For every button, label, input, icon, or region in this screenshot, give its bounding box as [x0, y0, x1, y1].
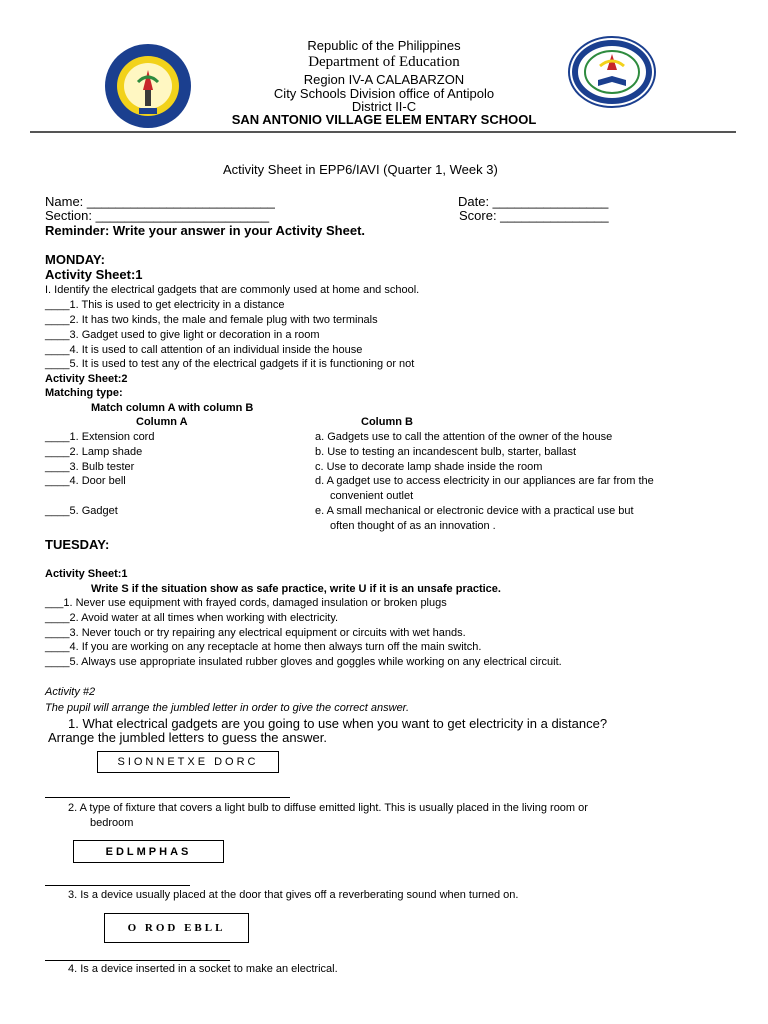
sheet-title: Activity Sheet in EPP6/IAVI (Quarter 1, Week 3) [223, 162, 498, 177]
header-divider [30, 131, 736, 133]
list-item: ____3. Never touch or try repairing any electrical equipment or circuits with wet hands. [45, 627, 466, 639]
score-field: Score: _______________ [459, 208, 609, 223]
header-region: Region IV-A CALABARZON [303, 72, 465, 87]
question-3: 3. Is a device usually placed at the door that gives off a reverberating sound when turned on. [68, 889, 519, 901]
tuesday-heading: TUESDAY: [45, 537, 110, 552]
column-a-item: ____4. Door bell [45, 475, 126, 487]
answer-line-1[interactable] [45, 797, 290, 798]
monday-sheet2-title: Activity Sheet:2 [45, 373, 128, 385]
header-district: District II-C [351, 99, 417, 114]
header-department: Department of Education [308, 54, 460, 70]
column-b-heading: Column B [361, 416, 413, 428]
question-1: 1. What electrical gadgets are you going to use when you want to get electricity in a distance? [68, 716, 608, 731]
column-b-item: a. Gadgets use to call the attention of the owner of the house [315, 431, 613, 443]
monday-heading: MONDAY: [45, 252, 105, 267]
reminder: Reminder: Write your answer in your Activity Sheet. [45, 223, 366, 238]
column-b-item: e. A small mechanical or electronic device with a practical use but [315, 505, 634, 517]
column-a-item: ____5. Gadget [45, 505, 118, 517]
activity2-title: Activity #2 [45, 686, 96, 698]
matching-type-label: Matching type: [45, 387, 123, 399]
list-item: ____5. It is used to test any of the electrical gadgets if it is functioning or not [45, 358, 415, 370]
list-item: ____3. Gadget used to give light or decoration in a room [45, 329, 320, 341]
list-item: ____5. Always use appropriate insulated rubber gloves and goggles while working on any electrical circuit. [45, 656, 562, 668]
column-a-item: ____1. Extension cord [45, 431, 155, 443]
list-item: ____2. Avoid water at all times when working with electricity. [45, 612, 339, 624]
date-field: Date: ________________ [458, 194, 609, 209]
jumbled-box-2: EDLMPHAS [73, 840, 224, 863]
list-item: ____4. If you are working on any receptacle at home then always turn off the main switch. [45, 641, 482, 653]
header-republic: Republic of the Philippines [307, 38, 461, 53]
tuesday-sheet1-instruction: Write S if the situation show as safe practice, write U if it is an unsafe practice. [91, 583, 501, 595]
question-2: 2. A type of fixture that covers a light bulb to diffuse emitted light. This is usually placed in the living room or [68, 802, 588, 814]
column-a-heading: Column A [136, 416, 188, 428]
activity2-subtitle: The pupil will arrange the jumbled letter in order to give the correct answer. [45, 702, 409, 714]
column-b-item: d. A gadget use to access electricity in our appliances are far from the [315, 475, 654, 487]
question-4: 4. Is a device inserted in a socket to make an electrical. [68, 963, 338, 975]
column-b-item: convenient outlet [330, 490, 414, 502]
section-field: Section: ________________________ [45, 208, 270, 223]
monday-sheet1-title: Activity Sheet:1 [45, 267, 143, 282]
name-field: Name: __________________________ [45, 194, 275, 209]
matching-instruction: Match column A with column B [91, 402, 254, 414]
column-b-item: b. Use to testing an incandescent bulb, starter, ballast [315, 446, 577, 458]
question-2-continued: bedroom [90, 817, 134, 829]
column-b-item: c. Use to decorate lamp shade inside the room [315, 461, 543, 473]
jumbled-box-3: O ROD EBLL [104, 913, 249, 943]
column-a-item: ____2. Lamp shade [45, 446, 143, 458]
list-item: ____2. It has two kinds, the male and female plug with two terminals [45, 314, 378, 326]
answer-line-3[interactable] [45, 960, 230, 961]
monday-sheet1-instruction: I. Identify the electrical gadgets that are commonly used at home and school. [45, 284, 420, 296]
column-b-item: often thought of as an innovation . [330, 520, 496, 532]
answer-line-2[interactable] [45, 885, 190, 886]
list-item: ____1. This is used to get electricity in a distance [45, 299, 285, 311]
header-school: SAN ANTONIO VILLAGE ELEM ENTARY SCHOOL [231, 112, 537, 127]
header-division: City Schools Division office of Antipolo [273, 86, 495, 101]
list-item: ___1. Never use equipment with frayed cords, damaged insulation or broken plugs [45, 597, 447, 609]
question-1-instruction: Arrange the jumbled letters to guess the answer. [48, 730, 327, 745]
column-a-item: ____3. Bulb tester [45, 461, 135, 473]
jumbled-box-1: SIONNETXE DORC [97, 751, 279, 773]
list-item: ____4. It is used to call attention of an individual inside the house [45, 344, 363, 356]
tuesday-sheet1-title: Activity Sheet:1 [45, 568, 128, 580]
